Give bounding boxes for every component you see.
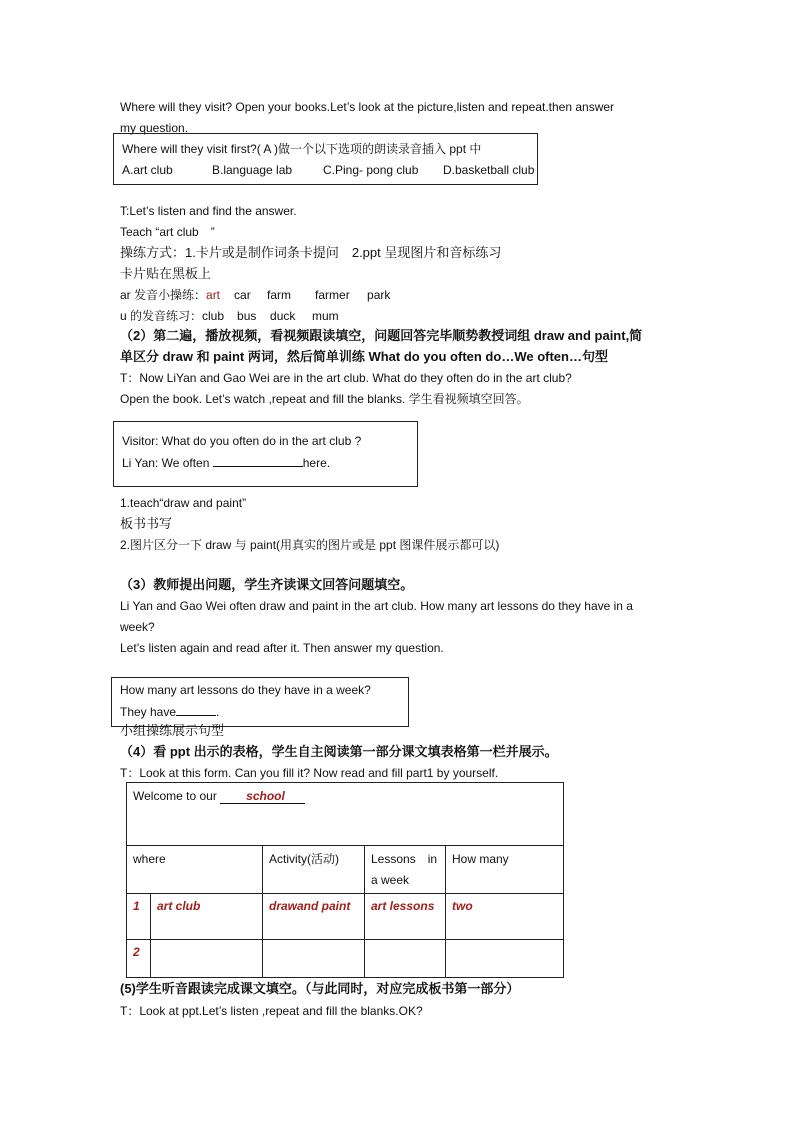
- form-header-row: [127, 846, 564, 894]
- picture-line: 2.图片区分一下 draw 与 paint(用真实的图片或是 ppt 图课件展示都可以): [120, 538, 500, 552]
- they-have-suffix: .: [216, 705, 220, 719]
- cell-lessons: art lessons: [365, 894, 446, 940]
- step4-heading: （4）看 ppt 出示的表格，学生自主阅读第一部分课文填表格第一栏并展示。: [120, 744, 558, 759]
- u-label: u 的发音练习：: [120, 309, 203, 323]
- welcome-answer: school: [246, 789, 285, 803]
- listen-line: T:Let’s listen and find the answer.: [120, 204, 297, 218]
- liyan-prefix: Li Yan: We often: [122, 456, 213, 470]
- ar-word: car: [234, 288, 251, 302]
- they-have-prefix: They have: [120, 705, 177, 719]
- header-activity: Activity(活动): [263, 846, 365, 894]
- ar-word: park: [367, 288, 391, 302]
- cell-where: art club: [151, 894, 263, 940]
- liyan-line: [122, 454, 330, 471]
- cards-line: 卡片贴在黑板上: [120, 266, 212, 281]
- board-line: 板书书写: [120, 516, 173, 531]
- u-word: bus: [237, 309, 257, 323]
- lessons-box: [111, 677, 409, 727]
- cell-where: [151, 940, 263, 978]
- u-word: club: [202, 309, 225, 323]
- table-row: [127, 940, 564, 978]
- header-where: where: [127, 846, 263, 894]
- ar-label: ar 发音小操练：: [120, 288, 207, 302]
- group-practice: 小组操练展示句型: [120, 723, 225, 738]
- cell-lessons: [365, 940, 446, 978]
- u-practice: [120, 308, 339, 324]
- step2-heading-1: （2）第二遍，播放视频，看视频跟读填空，问题回答完毕顺势教授词组 draw and paint,简: [120, 328, 643, 343]
- question-box-1: [113, 133, 538, 185]
- teach-draw-paint: 1.teach“draw and paint”: [120, 496, 247, 510]
- method-line: 操练方式：1.卡片或是制作词条卡提问 2.ppt 呈现图片和音标练习: [120, 245, 502, 260]
- welcome-cell: [127, 783, 564, 846]
- they-have-line: [120, 703, 219, 720]
- form-title-row: [127, 783, 564, 846]
- box1-options: [122, 162, 534, 178]
- step3-heading: （3）教师提出问题，学生齐读课文回答问题填空。: [120, 577, 414, 592]
- ar-word: art: [206, 288, 221, 302]
- welcome-text: Welcome to our: [133, 789, 221, 803]
- u-word: duck: [270, 309, 296, 323]
- option-b: B.language lab: [212, 163, 293, 177]
- u-word: mum: [312, 309, 339, 323]
- fill-in-form: [126, 782, 564, 978]
- step2-open-line: Open the book. Let’s watch ,repeat and fill the blanks. 学生看视频填空回答。: [120, 392, 529, 406]
- answer-blank: [176, 703, 216, 716]
- option-d: D.basketball club: [443, 163, 535, 177]
- option-c: C.Ping- pong club: [323, 163, 419, 177]
- row-number: 2: [127, 940, 151, 978]
- cell-how-many: two: [446, 894, 564, 940]
- header-how-many: How many: [446, 846, 564, 894]
- intro-line-2: my question.: [120, 121, 189, 135]
- header-lessons: Lessons in a week: [365, 846, 446, 894]
- step3-line-2: week?: [120, 620, 155, 634]
- option-a: A.art club: [122, 163, 173, 177]
- cell-activity: [263, 940, 365, 978]
- step5-t-line: T：Look at ppt.Let’s listen ,repeat and fill the blanks.OK?: [120, 1004, 423, 1018]
- visitor-line: Visitor: What do you often do in the art club ?: [122, 434, 362, 448]
- table-row: [127, 894, 564, 940]
- step3-line-1: Li Yan and Gao Wei often draw and paint in the art club. How many art lessons do they have in a: [120, 599, 633, 613]
- ar-word: farm: [267, 288, 292, 302]
- ar-word: farmer: [315, 288, 350, 302]
- step5-heading: (5)学生听音跟读完成课文填空。（与此同时，对应完成板书第一部分）: [120, 981, 520, 996]
- intro-line-1: Where will they visit? Open your books.Let’s look at the picture,listen and repeat.then answer: [120, 100, 615, 114]
- liyan-suffix: here.: [302, 456, 331, 470]
- step2-t-line: T：Now LiYan and Gao Wei are in the art club. What do they often do in the art club?: [120, 371, 572, 385]
- cell-activity: drawand paint: [263, 894, 365, 940]
- step2-heading-2: 单区分 draw 和 paint 两词，然后简单训练 What do you often do…We often…句型: [120, 349, 608, 364]
- step4-t-line: T：Look at this form. Can you fill it? Now read and fill part1 by yourself.: [120, 766, 499, 780]
- dialogue-box: [113, 421, 418, 487]
- answer-blank: [213, 454, 303, 467]
- teach-art-club: Teach “art club ”: [120, 225, 215, 239]
- row-number: 1: [127, 894, 151, 940]
- ar-practice: [120, 287, 390, 303]
- step3-line-3: Let’s listen again and read after it. Then answer my question.: [120, 641, 444, 655]
- lessons-question: How many art lessons do they have in a week?: [120, 683, 371, 697]
- cell-how-many: [446, 940, 564, 978]
- box1-question: Where will they visit first?( A )做一个以下选项的朗读录音插入 ppt 中: [122, 142, 482, 156]
